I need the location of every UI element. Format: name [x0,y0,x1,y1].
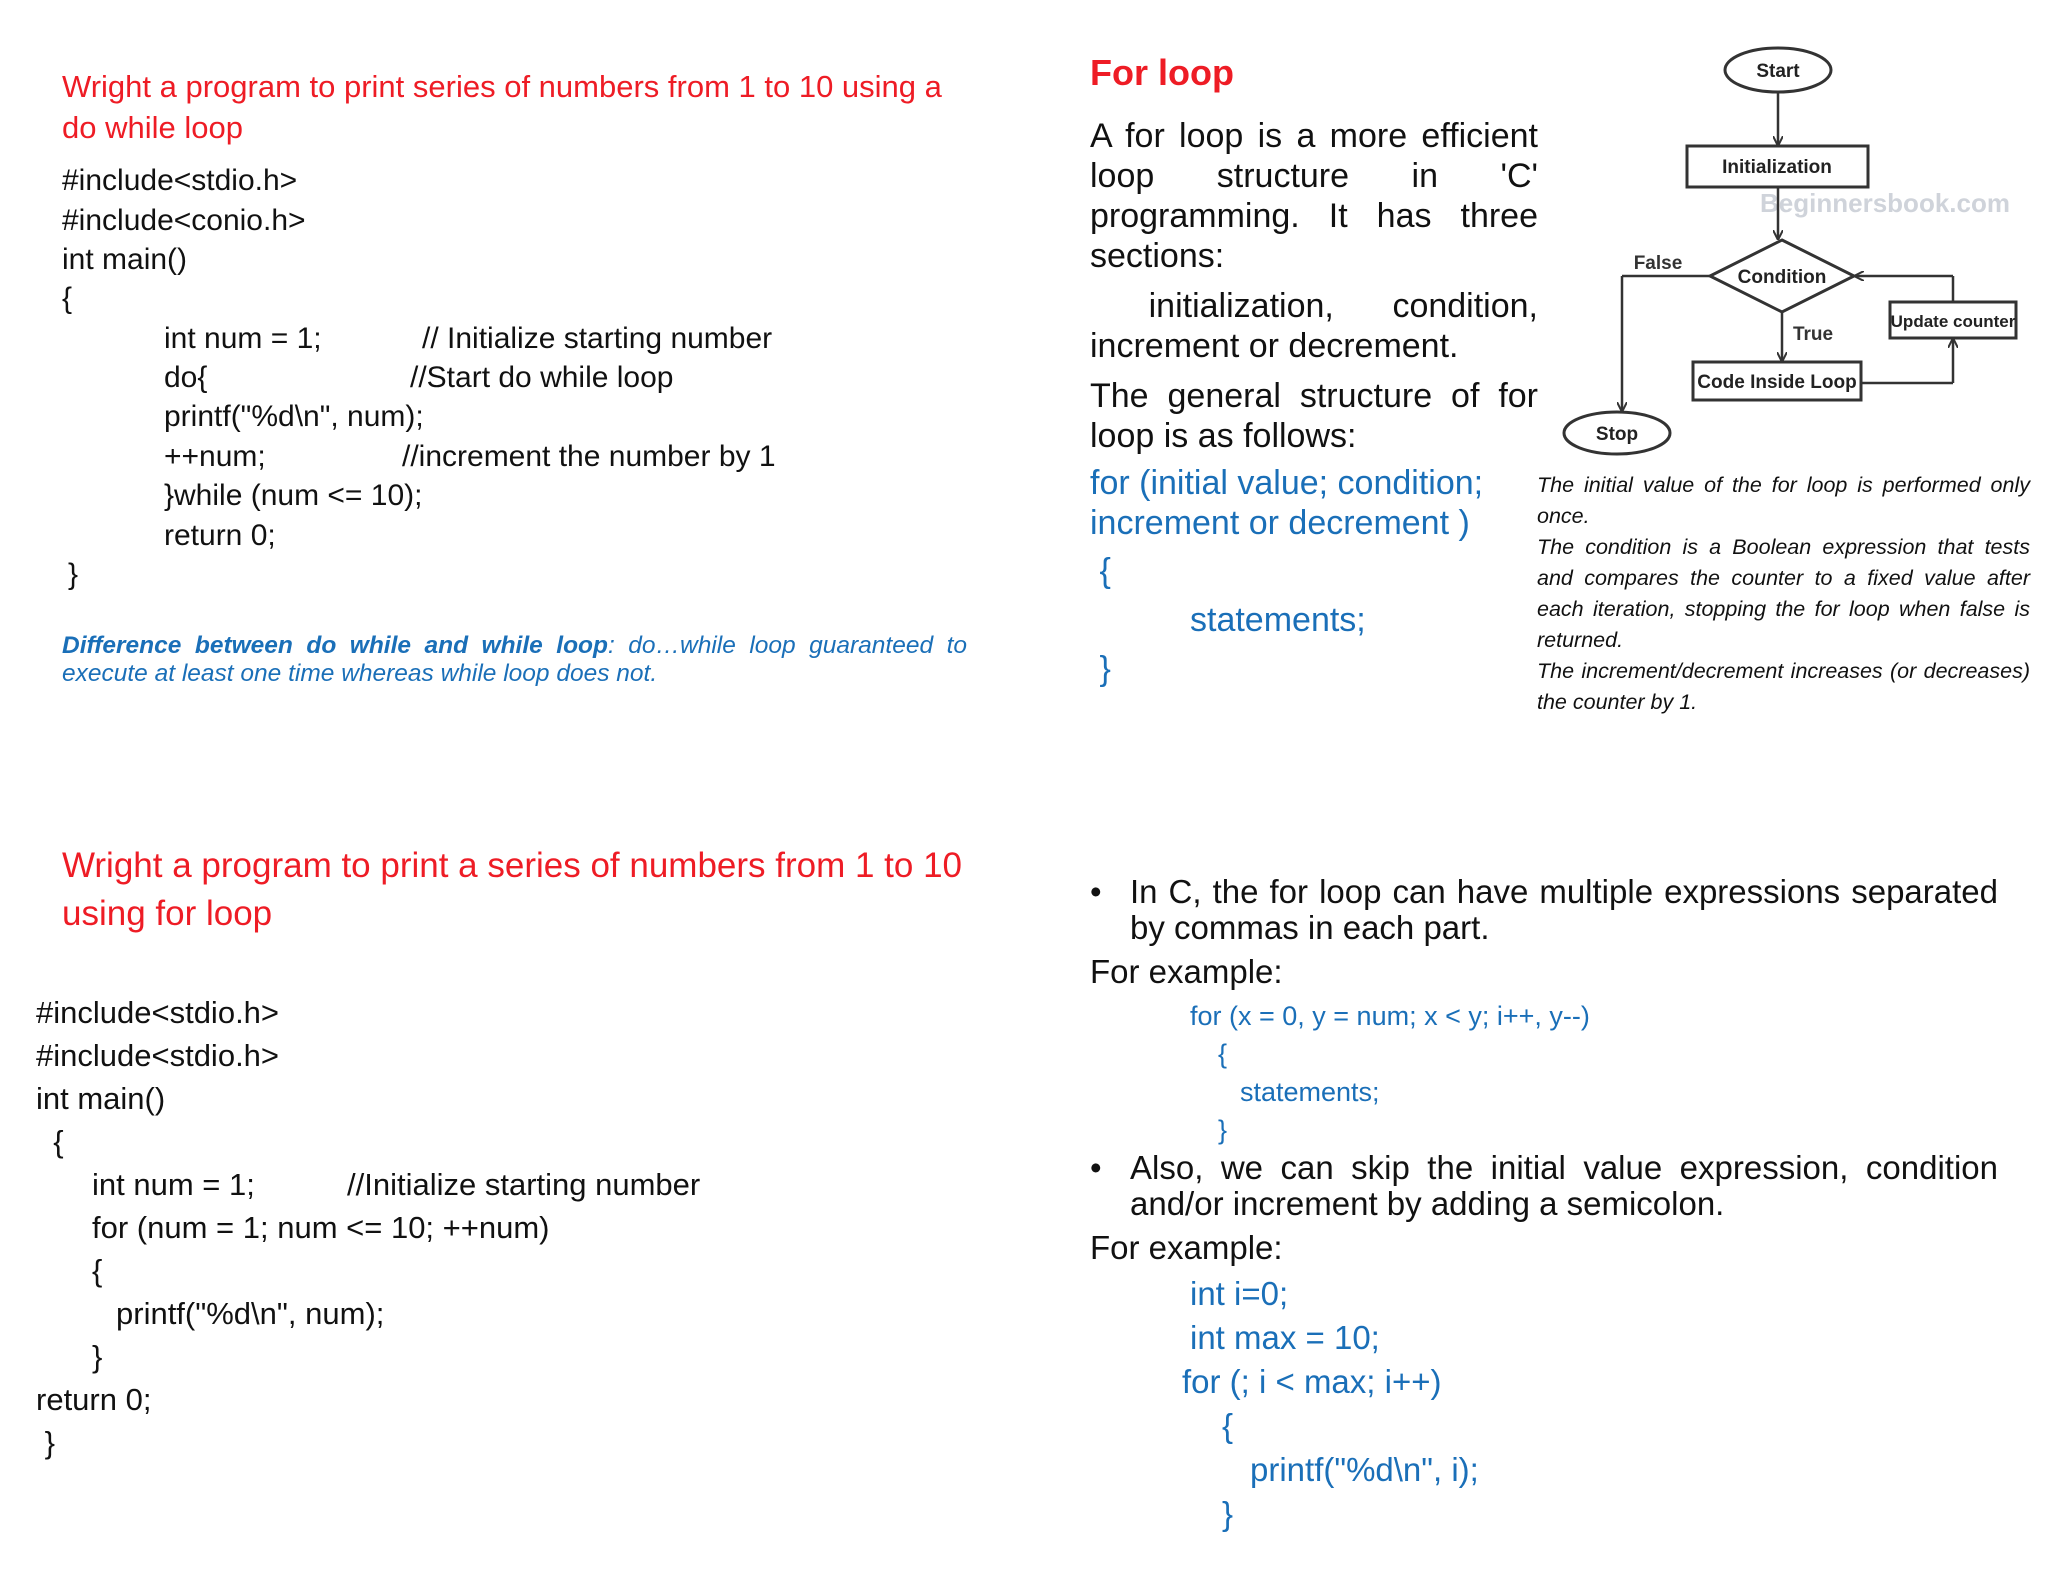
code-line: return 0; [36,1382,152,1417]
bullet-text: In C, the for loop can have multiple expressions separated by commas in each part. [1130,873,1998,946]
code-line: int main() [62,243,188,276]
code-line: int main() [36,1081,166,1116]
code-line: printf("%d\n", num); [116,1296,385,1331]
difference-text: : do…while loop guaranteed to execute at least one time whereas while loop does not. [62,632,968,687]
false-label: False [1633,253,1683,274]
for-example-label: For example: [1090,1229,1283,1266]
for-loop-para-1: A for loop is a more efficient loop structure in 'C' programming. It has three sections: [1090,117,1538,275]
stop-label: Stop [1595,424,1639,445]
for-loop-flowchart [1560,40,2030,470]
code-line: ++num; [164,440,266,473]
example-code-line: { [1218,1039,1228,1069]
code-line: return 0; [164,519,276,552]
update-counter-label: Update counter [1890,312,2016,331]
syntax-line: for (initial value; condition; [1090,464,1484,502]
example-code-line: { [1222,1407,1234,1444]
example-code-line: } [1218,1115,1228,1145]
code-line: }while (num <= 10); [164,479,423,512]
code-comment: //increment the number by 1 [402,440,776,473]
note-condition: The condition is a Boolean expression that tests and compares the counter to a fixed value after each iteration, stopping the for loop when false is returned. [1537,535,2030,652]
code-line: } [68,558,79,591]
initialization-label: Initialization [1722,157,1832,178]
example-code-line: int max = 10; [1190,1319,1380,1356]
example-code-line: for (; i < max; i++) [1182,1363,1442,1400]
code-line: { [62,282,73,315]
for-loop-notes [1537,470,2030,718]
difference-note [62,632,967,688]
code-line: int num = 1; [92,1167,255,1202]
condition-label: Condition [1737,267,1827,288]
code-line: } [92,1339,103,1374]
code-line: int num = 1; [164,322,322,355]
example-code-line: for (x = 0, y = num; x < y; i++, y--) [1190,1001,1590,1031]
note-increment: The increment/decrement increases (or decreases) the counter by 1. [1537,659,2030,714]
for-loop-heading: For loop [1090,52,1234,93]
code-line: } [36,1425,55,1460]
example-code-line: } [1222,1495,1234,1532]
for-loop-para-2: initialization, condition, increment or decrement. [1090,287,1548,365]
code-line: #include<stdio.h> [62,164,298,197]
code-comment: //Start do while loop [410,361,674,394]
note-initial-value: The initial value of the for loop is performed only once. [1537,473,2030,528]
example-code-line: statements; [1240,1077,1380,1107]
syntax-line: increment or decrement ) [1090,504,1470,542]
true-label: True [1792,324,1834,345]
bullet-dot: • [1090,1149,1102,1186]
watermark-text: Beginnersbook.com [1760,188,2010,218]
for-loop-description [1090,116,1548,466]
code-comment: // Initialize starting number [422,322,773,355]
bullet-skip-expressions [1090,1150,1998,1222]
for-loop-question-title: Wright a program to print a series of numbers from 1 to 10 using for loop [62,846,963,933]
code-line: for (num = 1; num <= 10; ++num) [92,1210,550,1245]
for-example-label: For example: [1090,953,1283,990]
for-loop-para-3: The general structure of for loop is as follows: [1090,377,1538,455]
syntax-line: } [1090,650,1111,688]
bullet-multiple-expressions [1090,874,1998,946]
bullet-text: Also, we can skip the initial value expression, condition and/or increment by adding a semicolon. [1130,1149,1998,1222]
example-code-line: int i=0; [1190,1275,1289,1312]
example-code-line: printf("%d\n", i); [1250,1451,1479,1488]
code-line: do{ [164,361,208,394]
code-comment: //Initialize starting number [347,1167,701,1202]
bullet-dot: • [1090,873,1102,910]
code-line: printf("%d\n", num); [164,400,424,433]
code-line: { [36,1124,64,1159]
code-inside-loop-label: Code Inside Loop [1697,372,1857,393]
start-label: Start [1756,61,1800,82]
syntax-line: statements; [1190,601,1366,639]
code-line: #include<stdio.h> [36,1038,280,1073]
code-line: { [92,1253,103,1288]
code-line: #include<conio.h> [62,204,306,237]
difference-label: Difference between do while and while loop [62,632,608,659]
code-line: #include<stdio.h> [36,995,280,1030]
syntax-line: { [1090,552,1111,590]
do-while-question-title: Wright a program to print series of numbers from 1 to 10 using a do while loop [62,69,942,145]
